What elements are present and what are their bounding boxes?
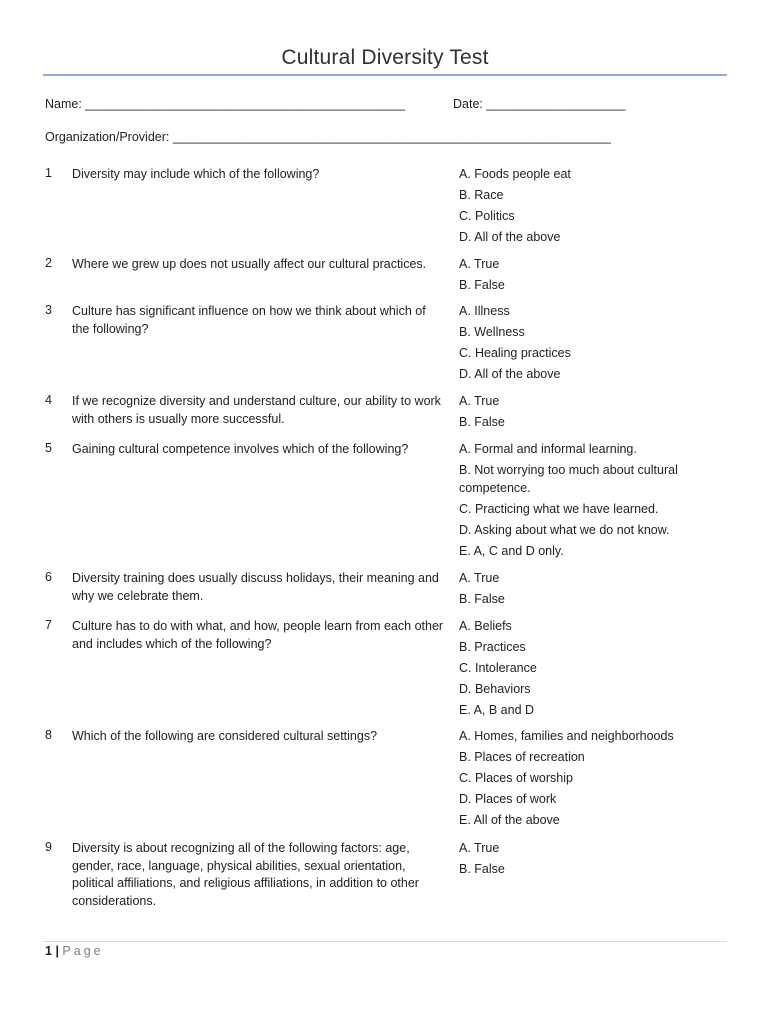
answer-option[interactable]: A. Homes, families and neighborhoods	[459, 729, 674, 743]
answer-options	[456, 728, 726, 833]
answer-option[interactable]: A. True	[459, 571, 500, 585]
page-footer	[45, 944, 104, 958]
answer-options	[456, 570, 726, 612]
answer-options	[456, 256, 726, 298]
answer-option[interactable]: D. All of the above	[459, 367, 561, 381]
answer-option[interactable]: B. Places of recreation	[459, 750, 585, 764]
question-number: 8	[45, 728, 52, 742]
answer-option[interactable]: E. All of the above	[459, 813, 560, 827]
footer-separator: |	[55, 944, 59, 958]
question-text: Diversity may include which of the following?	[72, 167, 320, 181]
question-text: Where we grew up does not usually affect our cultural practices.	[72, 257, 427, 271]
question-text: Diversity is about recognizing all of the following factors: age, gender, race, language, physical abilities, sexual orientation, political affiliations, and religious affiliations, in addition to other considerations.	[72, 841, 419, 908]
answer-option[interactable]: D. Asking about what we do not know.	[459, 522, 670, 537]
answer-option[interactable]: C. Intolerance	[459, 661, 537, 675]
answer-option[interactable]: C. Practicing what we have learned.	[459, 501, 659, 516]
answer-option[interactable]: B. Not worrying too much about cultural competence.	[459, 463, 678, 495]
answer-options	[456, 166, 726, 250]
answer-options	[456, 618, 726, 723]
answer-option[interactable]: C. Politics	[459, 209, 515, 223]
answer-options	[456, 393, 726, 435]
question-number: 3	[45, 303, 52, 317]
question-text: Culture has to do with what, and how, people learn from each other and includes which of the following?	[72, 619, 444, 651]
answer-option[interactable]: C. Places of worship	[459, 771, 573, 785]
answer-option[interactable]: D. All of the above	[459, 230, 561, 244]
answer-option[interactable]: B. False	[459, 415, 505, 429]
answer-option[interactable]: B. False	[459, 862, 505, 876]
organization-field[interactable]: Organization/Provider: _______________________________________________________________	[45, 130, 611, 144]
question-number: 5	[45, 441, 52, 455]
answer-options	[456, 441, 726, 564]
answer-option[interactable]: D. Behaviors	[459, 682, 531, 696]
answer-option[interactable]: A. True	[459, 257, 500, 271]
answer-option[interactable]: A. True	[459, 394, 500, 408]
page-label: Page	[62, 944, 104, 958]
question-number: 1	[45, 166, 52, 180]
question-text: Diversity training does usually discuss holidays, their meaning and why we celebrate them.	[72, 571, 439, 603]
answer-option[interactable]: A. True	[459, 841, 500, 855]
date-field[interactable]: Date: ____________________	[453, 97, 626, 111]
answer-option[interactable]: A. Formal and informal learning.	[459, 442, 637, 456]
answer-option[interactable]: E. A, C and D only.	[459, 543, 564, 558]
question-number: 7	[45, 618, 52, 632]
page-title: Cultural Diversity Test	[281, 46, 489, 69]
name-field[interactable]: Name: ______________________________________________	[45, 97, 406, 111]
question-text: Gaining cultural competence involves which of the following?	[72, 442, 409, 456]
footer-divider	[43, 941, 727, 942]
answer-option[interactable]: C. Healing practices	[459, 346, 571, 360]
answer-option[interactable]: B. Practices	[459, 640, 526, 654]
answer-options	[456, 303, 726, 387]
answer-option[interactable]: B. Wellness	[459, 325, 525, 339]
answer-option[interactable]: D. Places of work	[459, 792, 557, 806]
question-number: 2	[45, 256, 52, 270]
question-text: Culture has significant influence on how we think about which of the following?	[72, 304, 426, 336]
answer-option[interactable]: E. A, B and D	[459, 703, 535, 717]
answer-option[interactable]: A. Foods people eat	[459, 167, 571, 181]
question-number: 9	[45, 840, 52, 854]
answer-option[interactable]: A. Illness	[459, 304, 510, 318]
answer-option[interactable]: B. Race	[459, 188, 504, 202]
question-text: If we recognize diversity and understand culture, our ability to work with others is usually more successful.	[72, 394, 441, 426]
question-text: Which of the following are considered cultural settings?	[72, 729, 378, 743]
answer-option[interactable]: B. False	[459, 592, 505, 606]
title-divider	[43, 74, 727, 76]
page-number: 1	[45, 944, 52, 958]
question-number: 4	[45, 393, 52, 407]
question-number: 6	[45, 570, 52, 584]
answer-option[interactable]: A. Beliefs	[459, 619, 512, 633]
answer-option[interactable]: B. False	[459, 278, 505, 292]
answer-options	[456, 840, 726, 882]
